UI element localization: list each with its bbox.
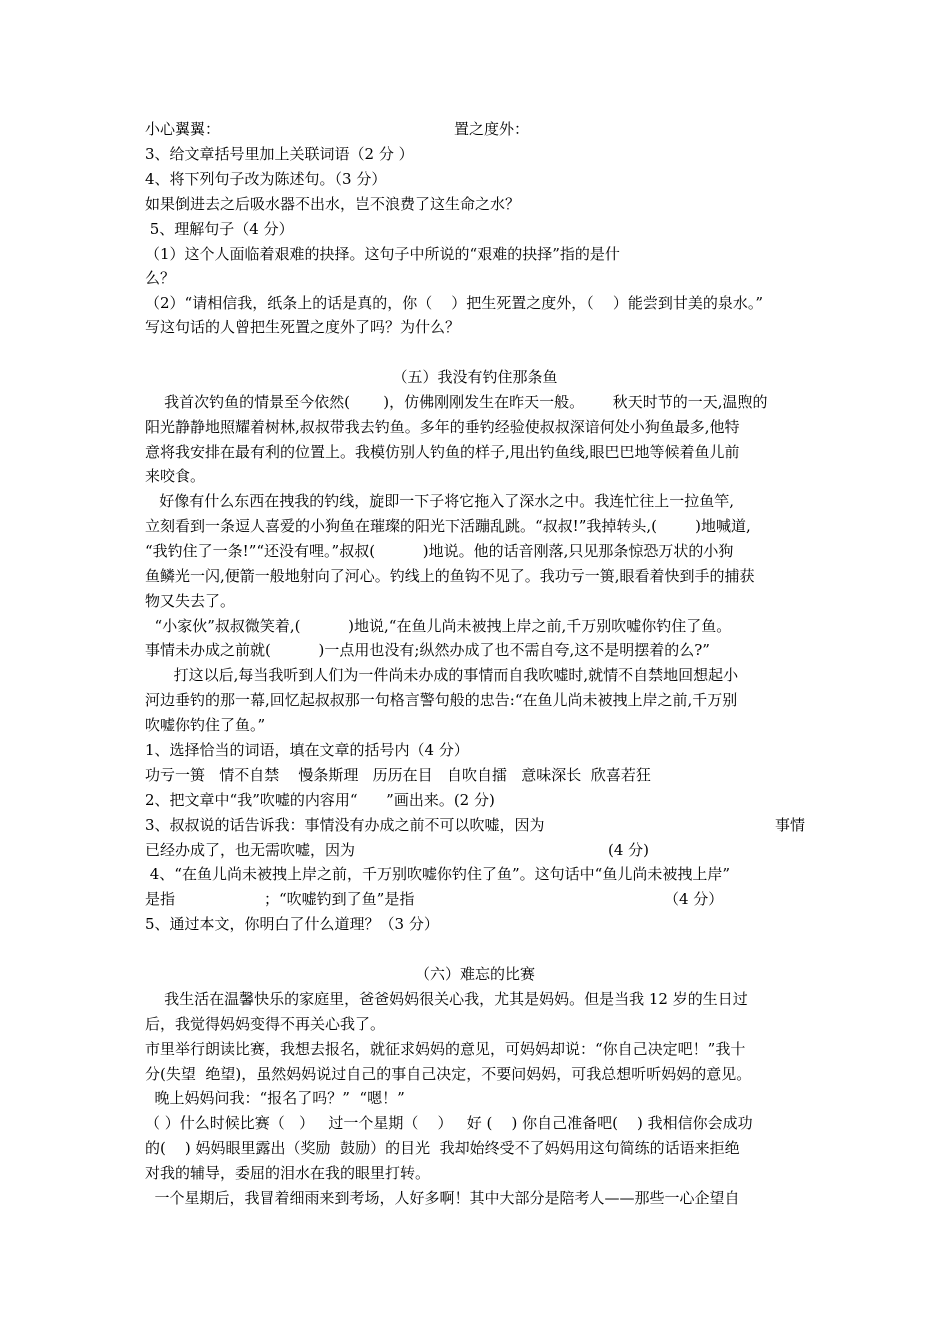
text-line: 小心翼翼：: [145, 120, 221, 138]
text-line: 打这以后,每当我听到人们为一件尚未办成的事情而自我吹嘘时,就情不自禁地回想起小: [145, 666, 739, 684]
question-line: 2、把文章中“我”吹嘘的内容用“ ”画出来。(2 分): [145, 791, 495, 809]
text-line: 河边垂钓的那一幕,回忆起叔叔那一句格言警句般的忠告:“在鱼儿尚未被拽上岸之前,千万别: [145, 691, 738, 709]
text-line: 一个星期后，我冒着细雨来到考场，人好多啊！其中大部分是陪考人——那些一心企望自: [145, 1189, 740, 1207]
text-line: 么？: [145, 269, 176, 287]
word-bank: 功亏一篑 情不自禁 慢条斯理 历历在目 自吹自擂 意味深长 欣喜若狂: [145, 766, 651, 784]
text-line: 市里举行朗读比赛，我想去报名，就征求妈妈的意见，可妈妈却说：“你自己决定吧！”我十: [145, 1040, 746, 1058]
text-line: ；“吹嘘钓到了鱼”是指: [264, 890, 415, 908]
score-label: （4 分）: [664, 890, 724, 908]
text-line: 置之度外：: [454, 120, 530, 138]
text-line: 立刻看到一条逗人喜爱的小狗鱼在璀璨的阳光下活蹦乱跳。“叔叔!”我掉转头,( )地喊道,: [145, 517, 751, 535]
text-line: （ ）什么时候比赛（ ） 过一个星期（ ） 好 ( ) 你自己准备吧( ) 我相信你会成功: [145, 1114, 753, 1132]
question-line: 4、“在鱼儿尚未被拽上岸之前，千万别吹嘘你钓住了鱼”。这句话中“鱼儿尚未被拽上岸”: [145, 865, 730, 883]
text-line: 吹嘘你钓住了鱼。”: [145, 716, 266, 734]
text-line: 已经办成了，也无需吹嘘，因为: [145, 841, 356, 859]
text-line: 意将我安排在最有利的位置上。我模仿别人钓鱼的样子,甩出钓鱼线,眼巴巴地等候着鱼儿前: [145, 443, 740, 461]
text-line: 是指: [145, 890, 176, 908]
text-line: 事情未办成之前就( )一点用也没有;纵然办成了也不需自夸,这不是明摆着的么?”: [145, 641, 710, 659]
text-line: （1）这个人面临着艰难的抉择。这句子中所说的“艰难的抉择”指的是什: [145, 245, 620, 263]
text-line: 的( ) 妈妈眼里露出（奖励 鼓励）的目光 我却始终受不了妈妈用这句简练的话语来拒绝: [145, 1139, 740, 1157]
text-line: 我首次钓鱼的情景至今依然( )，仿佛刚刚发生在昨天一般。 秋天时节的一天,温煦的: [145, 393, 768, 411]
section-title: （五）我没有钓住那条鱼: [392, 368, 558, 386]
text-line: 物又失去了。: [145, 592, 236, 610]
score-label: (4 分): [608, 841, 650, 859]
question-line: 5、理解句子（4 分）: [145, 220, 294, 238]
text-line: “我钓住了一条!”“还没有哩。”叔叔( )地说。他的话音刚落,只见那条惊恐万状的小狗: [145, 542, 734, 560]
text-line: 对我的辅导，委屈的泪水在我的眼里打转。: [145, 1164, 431, 1182]
text-line: 阳光静静地照耀着树林,叔叔带我去钓鱼。多年的垂钓经验使叔叔深谙何处小狗鱼最多,他特: [145, 418, 740, 436]
text-line: 如果倒进去之后吸水器不出水，岂不浪费了这生命之水？: [145, 195, 521, 213]
question-line: 4、将下列句子改为陈述句。（3 分）: [145, 170, 387, 188]
question-line: 1、选择恰当的词语，填在文章的括号内（4 分）: [145, 741, 469, 759]
text-line: （2）“请相信我，纸条上的话是真的，你（ ）把生死置之度外，（ ）能尝到甘美的泉水。”: [145, 294, 764, 312]
text-line: “小家伙”叔叔微笑着,( )地说,“在鱼儿尚未被拽上岸之前,千万别吹嘘你钓住了鱼。: [145, 617, 732, 635]
text-line: 分(失望 绝望)，虽然妈妈说过自己的事自己决定，不要问妈妈，可我总想听听妈妈的意见。: [145, 1065, 752, 1083]
question-line: 3、给文章括号里加上关联词语（2 分 ）: [145, 145, 414, 163]
text-line: 写这句话的人曾把生死置之度外了吗？为什么？: [145, 318, 461, 336]
text-line: 晚上妈妈问我：“报名了吗？” “嗯！”: [145, 1089, 405, 1107]
text-line: 我生活在温馨快乐的家庭里，爸爸妈妈很关心我，尤其是妈妈。但是当我 12 岁的生日过: [145, 990, 748, 1008]
question-line: 3、叔叔说的话告诉我：事情没有办成之前不可以吹嘘，因为: [145, 816, 545, 834]
section-title: （六）难忘的比赛: [414, 965, 535, 983]
text-line: 事情: [775, 816, 806, 834]
question-line: 5、通过本文，你明白了什么道理？（3 分）: [145, 915, 439, 933]
text-line: 鱼鳞光一闪,便箭一般地射向了河心。钓线上的鱼钩不见了。我功亏一篑,眼看着快到手的捕获: [145, 567, 755, 585]
text-line: 好像有什么东西在拽我的钓线，旋即一下子将它拖入了深水之中。我连忙往上一拉鱼竿,: [145, 492, 735, 510]
text-line: 后，我觉得妈妈变得不再关心我了。: [145, 1015, 386, 1033]
text-line: 来咬食。: [145, 467, 206, 485]
